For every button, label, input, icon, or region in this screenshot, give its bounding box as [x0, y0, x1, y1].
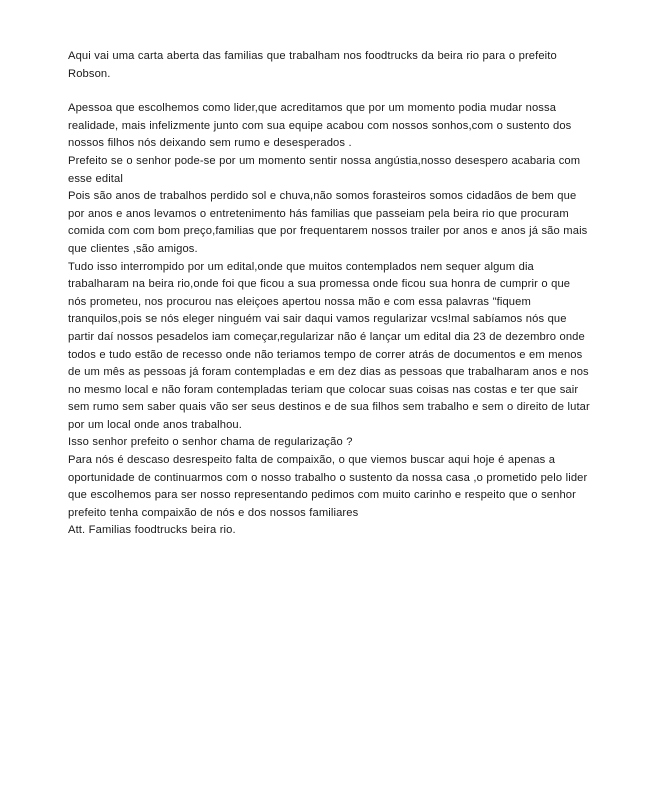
paragraph-closing: Para nós é descaso desrespeito falta de compaixão, o que viemos buscar aqui hoje é apenas a oportunidade de continuarmos com o nosso trabalho o sustento da nossa casa ,o prometido pelo lider que escolhemos para ser nosso representando pedimos com muito carinho e respeito que o senhor prefeito tenha compaixão de nós e dos nossos familiares: [68, 454, 588, 519]
paragraph-spacer: [68, 83, 590, 100]
paragraph-question: Isso senhor prefeito o senhor chama de regularização ?: [68, 436, 353, 449]
paragraph-history: Pois são anos de trabalhos perdido sol e chuva,não somos forasteiros somos cidadãos de bem que por anos e anos levamos o entretenimento hás familias que passeiam pela beira rio que procuram comida com com bom preço,familias que por frequentarem nossos trailer por anos e anos já são mais que clientes ,são amigos.: [68, 190, 588, 255]
paragraph-signature: Att. Familias foodtrucks beira rio.: [68, 524, 236, 537]
paragraph-request: Prefeito se o senhor pode-se por um momento sentir nossa angústia,nosso desespero acabaria com esse edital: [68, 154, 581, 185]
paragraph-appeal: Apessoa que escolhemos como lider,que acreditamos que por um momento podia mudar nossa realidade, mais infelizmente junto com sua equipe acabou com nossos sonhos,com o sustento dos nossos filhos nós deixando sem rumo e desesperados .: [68, 102, 572, 150]
paragraph-intro: Aqui vai uma carta aberta das familias que trabalham nos foodtrucks da beira rio para o prefeito Robson.: [68, 50, 557, 80]
paragraph-edital: Tudo isso interrompido por um edital,onde que muitos contemplados nem sequer algum dia trabalharam na beira rio,onde foi que ficou a sua promessa onde ficou sua honra de cumprir o que nós prometeu, nos procurou nas eleiçoes apertou nossa mão e com essa palavras "fiquem tranquilos,pois se nós eleger ninguém vai sair daqui vamos regularizar vcs!mal sabíamos nós que partir daí nossos pesadelos iam começar,regularizar não é lançar um edital dia 23 de dezembro onde todos e tudo estão de recesso onde não teriamos tempo de correr atrás de documentos e em menos de um mês as pessoas já foram contempladas e em dez dias as pessoas que trabalharam anos e nos no mesmo local e não foram contempladas teriam que colocar suas coisas nas costas e ter que sair sem rumo sem saber quais vão ser seus destinos e de sua filhos sem trabalho e sem o direito de lutar por um local onde anos trabalhou.: [68, 260, 590, 431]
document-body: [68, 48, 590, 540]
